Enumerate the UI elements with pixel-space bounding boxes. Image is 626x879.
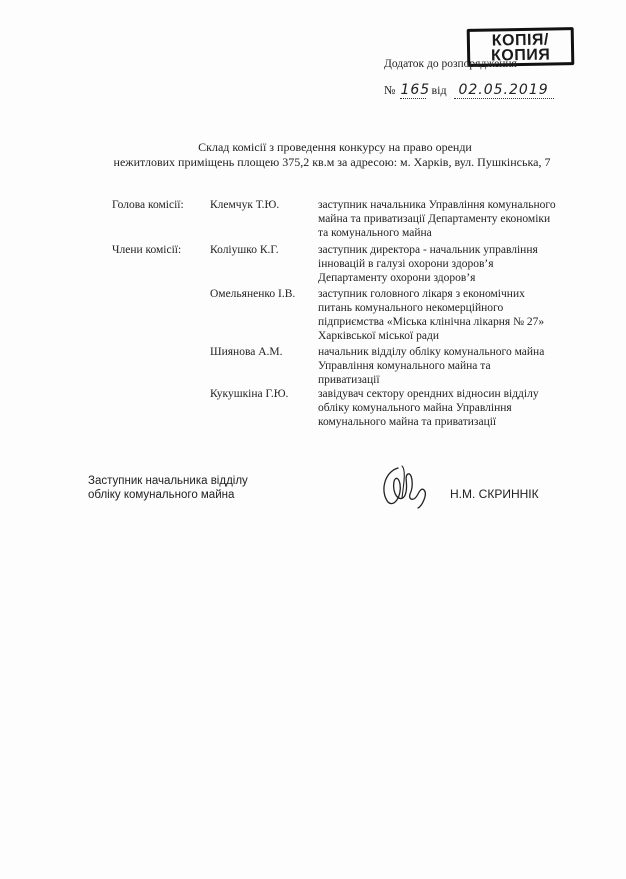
description-line: та комунального майна [318,227,432,239]
description-line: заступник директора - начальник управління [318,244,538,256]
description-line: заступник головного лікаря з економічних [318,288,525,300]
member-name: Коліушко К.Г. [210,244,279,256]
order-date: 02.05.2019 [454,82,554,99]
description-line: завідувач сектору орендних відносин відділу [318,388,539,400]
signer-position-line-2: обліку комунального майна [88,489,235,501]
stamp-line-1: КОПІЯ/ [491,31,550,50]
title-line-2: нежитлових приміщень площею 375,2 кв.м за адресою: м. Харків, вул. Пушкінська, 7 [113,155,551,169]
description-line: Управління комунального майна та [318,360,491,372]
description-line: підприємства «Міська клінічна лікарня № 27» [318,316,545,328]
member-name: Омельяненко І.В. [210,288,296,300]
member-name: Шиянова А.М. [210,346,283,358]
document-title [100,140,570,170]
handwritten-signature [378,462,436,510]
description-line: інновацій в галузі охорони здоров’я [318,258,494,270]
member-description [318,243,583,285]
member-description [318,345,583,387]
title-line-1: Склад комісії з проведення конкурсу на право оренди [198,140,472,154]
description-line: обліку комунального майна Управління [318,402,512,414]
signer-position-line-1: Заступник начальника відділу [88,475,248,487]
stamp-line-2: КОПИЯ [490,46,551,65]
description-line: начальник відділу обліку комунального майна [318,346,545,358]
date-prefix: від [431,83,447,97]
addendum-label: Додаток до розпорядження [384,58,517,70]
number-prefix: № [384,83,396,97]
member-description [318,387,583,429]
description-line: комунального майна та приватизації [318,416,497,428]
member-role: Члени комісії: [112,244,182,256]
order-number: 165 [400,82,431,98]
member-name: Кукушкіна Г.Ю. [210,388,289,400]
member-description [318,287,583,343]
description-line: Департаменту охорони здоров’я [318,272,476,284]
signer-name: Н.М. СКРИННІК [450,487,539,501]
member-description [318,198,583,240]
description-line: питань комунального некомерційного [318,302,504,314]
description-line: приватизації [318,374,380,386]
signer-position [88,474,248,502]
member-name: Клемчук Т.Ю. [210,199,280,211]
description-line: заступник начальника Управління комунального [318,199,556,211]
description-line: Харківської міської ради [318,330,439,342]
description-line: майна та приватизації Департаменту економіки [318,213,551,225]
member-role: Голова комісії: [112,199,184,211]
order-number-line [384,82,554,99]
